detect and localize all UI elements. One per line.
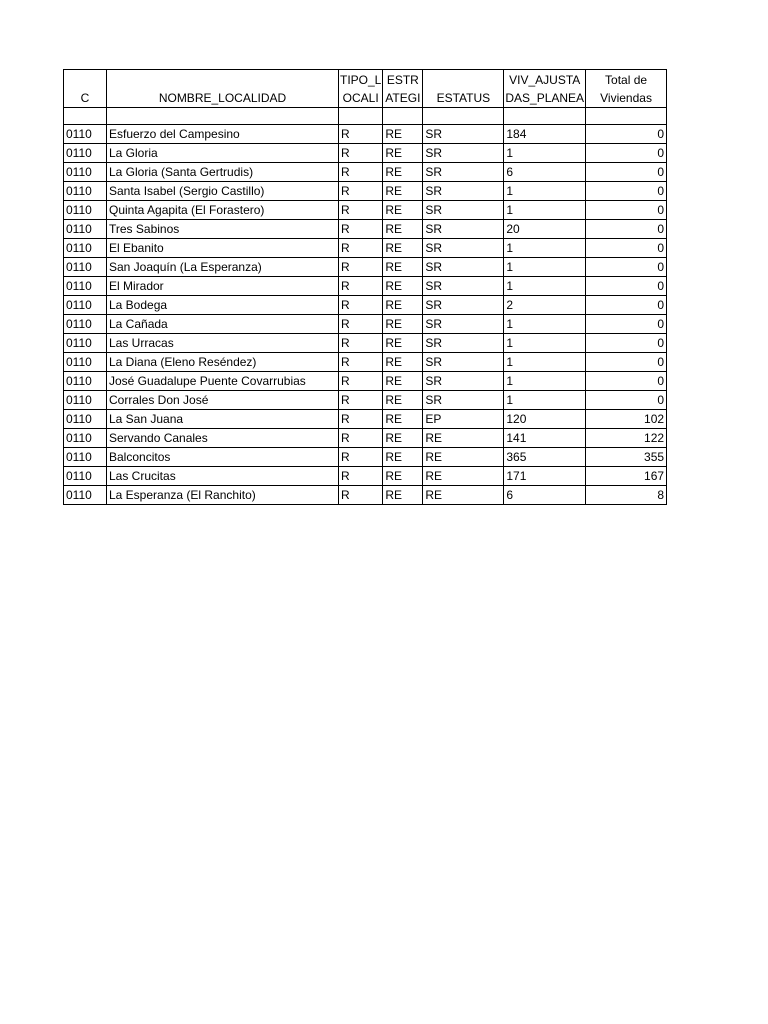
cell-estatus: EP [423, 410, 504, 429]
header-viv-line1: VIV_AJUSTA [509, 73, 581, 87]
header-tipo-line2: OCALI [342, 91, 379, 105]
empty-cell [586, 108, 667, 125]
cell-c: 0110 [64, 334, 107, 353]
table-row [64, 372, 667, 391]
table-row [64, 448, 667, 467]
header-estr-line2: ATEGI [385, 91, 421, 105]
cell-nombre-localidad: El Ebanito [107, 239, 339, 258]
cell-estatus: SR [423, 334, 504, 353]
cell-total-viviendas: 102 [586, 410, 667, 429]
cell-tipo-localidad: R [339, 182, 383, 201]
table-row [64, 429, 667, 448]
cell-tipo-localidad: R [339, 125, 383, 144]
header-row [64, 70, 667, 108]
cell-viv-ajustadas: 1 [504, 144, 586, 163]
cell-nombre-localidad: La Gloria [107, 144, 339, 163]
cell-viv-ajustadas: 1 [504, 391, 586, 410]
cell-viv-ajustadas: 1 [504, 239, 586, 258]
empty-row [64, 108, 667, 125]
cell-nombre-localidad: Las Urracas [107, 334, 339, 353]
cell-viv-ajustadas: 171 [504, 467, 586, 486]
cell-nombre-localidad: Tres Sabinos [107, 220, 339, 239]
table-row [64, 258, 667, 277]
cell-total-viviendas: 0 [586, 334, 667, 353]
cell-c: 0110 [64, 296, 107, 315]
localidades-table [63, 69, 667, 505]
table-row [64, 315, 667, 334]
cell-tipo-localidad: R [339, 296, 383, 315]
cell-estatus: SR [423, 353, 504, 372]
cell-estrategia: RE [383, 182, 423, 201]
table-row [64, 334, 667, 353]
cell-estrategia: RE [383, 125, 423, 144]
cell-nombre-localidad: San Joaquín (La Esperanza) [107, 258, 339, 277]
cell-estatus: SR [423, 125, 504, 144]
cell-nombre-localidad: Santa Isabel (Sergio Castillo) [107, 182, 339, 201]
cell-tipo-localidad: R [339, 277, 383, 296]
cell-total-viviendas: 8 [586, 486, 667, 505]
cell-estatus: SR [423, 372, 504, 391]
cell-viv-ajustadas: 1 [504, 182, 586, 201]
cell-viv-ajustadas: 1 [504, 315, 586, 334]
cell-c: 0110 [64, 372, 107, 391]
cell-total-viviendas: 0 [586, 258, 667, 277]
table-row [64, 144, 667, 163]
cell-viv-ajustadas: 120 [504, 410, 586, 429]
cell-viv-ajustadas: 1 [504, 277, 586, 296]
header-total-line1: Total de [605, 73, 648, 87]
cell-nombre-localidad: La Bodega [107, 296, 339, 315]
table-row [64, 410, 667, 429]
cell-nombre-localidad: Esfuerzo del Campesino [107, 125, 339, 144]
cell-tipo-localidad: R [339, 467, 383, 486]
cell-nombre-localidad: Las Crucitas [107, 467, 339, 486]
header-estatus: ESTATUS [423, 70, 504, 108]
cell-tipo-localidad: R [339, 239, 383, 258]
cell-viv-ajustadas: 1 [504, 201, 586, 220]
cell-c: 0110 [64, 353, 107, 372]
cell-total-viviendas: 0 [586, 163, 667, 182]
cell-estatus: SR [423, 391, 504, 410]
cell-estatus: RE [423, 467, 504, 486]
cell-nombre-localidad: Quinta Agapita (El Forastero) [107, 201, 339, 220]
cell-estrategia: RE [383, 410, 423, 429]
cell-c: 0110 [64, 182, 107, 201]
cell-nombre-localidad: Servando Canales [107, 429, 339, 448]
cell-total-viviendas: 0 [586, 296, 667, 315]
cell-viv-ajustadas: 184 [504, 125, 586, 144]
cell-estrategia: RE [383, 353, 423, 372]
table-row [64, 391, 667, 410]
table-row [64, 277, 667, 296]
cell-estatus: SR [423, 258, 504, 277]
header-estr-line1: ESTR [386, 73, 419, 87]
empty-cell [423, 108, 504, 125]
cell-estrategia: RE [383, 391, 423, 410]
cell-tipo-localidad: R [339, 372, 383, 391]
cell-total-viviendas: 0 [586, 239, 667, 258]
cell-c: 0110 [64, 410, 107, 429]
cell-viv-ajustadas: 6 [504, 486, 586, 505]
cell-tipo-localidad: R [339, 163, 383, 182]
cell-total-viviendas: 122 [586, 429, 667, 448]
header-c: C [64, 70, 107, 108]
cell-tipo-localidad: R [339, 315, 383, 334]
cell-c: 0110 [64, 125, 107, 144]
table-body [64, 108, 667, 505]
cell-estrategia: RE [383, 429, 423, 448]
cell-c: 0110 [64, 391, 107, 410]
cell-nombre-localidad: José Guadalupe Puente Covarrubias [107, 372, 339, 391]
cell-estrategia: RE [383, 201, 423, 220]
cell-viv-ajustadas: 20 [504, 220, 586, 239]
table-row [64, 201, 667, 220]
table-row [64, 220, 667, 239]
cell-estatus: SR [423, 144, 504, 163]
header-total-viviendas [586, 70, 667, 108]
cell-viv-ajustadas: 1 [504, 258, 586, 277]
header-estrategia [383, 70, 423, 108]
cell-c: 0110 [64, 277, 107, 296]
cell-estatus: RE [423, 448, 504, 467]
cell-nombre-localidad: La Esperanza (El Ranchito) [107, 486, 339, 505]
cell-viv-ajustadas: 1 [504, 353, 586, 372]
cell-total-viviendas: 0 [586, 391, 667, 410]
cell-total-viviendas: 0 [586, 125, 667, 144]
cell-tipo-localidad: R [339, 486, 383, 505]
cell-nombre-localidad: La San Juana [107, 410, 339, 429]
cell-tipo-localidad: R [339, 391, 383, 410]
cell-estrategia: RE [383, 144, 423, 163]
cell-total-viviendas: 0 [586, 201, 667, 220]
cell-tipo-localidad: R [339, 353, 383, 372]
header-viv-ajustadas [504, 70, 586, 108]
cell-estrategia: RE [383, 486, 423, 505]
cell-estatus: SR [423, 296, 504, 315]
table-row [64, 353, 667, 372]
cell-nombre-localidad: Balconcitos [107, 448, 339, 467]
table-row [64, 239, 667, 258]
cell-estatus: SR [423, 182, 504, 201]
table-row [64, 486, 667, 505]
table-row [64, 182, 667, 201]
cell-tipo-localidad: R [339, 429, 383, 448]
cell-estatus: RE [423, 429, 504, 448]
table-row [64, 467, 667, 486]
cell-nombre-localidad: La Diana (Eleno Reséndez) [107, 353, 339, 372]
cell-estatus: SR [423, 277, 504, 296]
cell-estatus: RE [423, 486, 504, 505]
cell-nombre-localidad: La Cañada [107, 315, 339, 334]
cell-tipo-localidad: R [339, 448, 383, 467]
cell-viv-ajustadas: 141 [504, 429, 586, 448]
cell-c: 0110 [64, 220, 107, 239]
cell-total-viviendas: 0 [586, 372, 667, 391]
header-total-line2: Viviendas [600, 91, 652, 105]
cell-viv-ajustadas: 2 [504, 296, 586, 315]
header-tipo-line1: TIPO_L [340, 73, 382, 87]
cell-tipo-localidad: R [339, 258, 383, 277]
header-tipo-localidad [339, 70, 383, 108]
cell-tipo-localidad: R [339, 334, 383, 353]
cell-estatus: SR [423, 315, 504, 334]
cell-total-viviendas: 0 [586, 315, 667, 334]
cell-estatus: SR [423, 220, 504, 239]
cell-estrategia: RE [383, 277, 423, 296]
table-row [64, 296, 667, 315]
cell-tipo-localidad: R [339, 144, 383, 163]
empty-cell [107, 108, 339, 125]
cell-c: 0110 [64, 239, 107, 258]
cell-tipo-localidad: R [339, 220, 383, 239]
cell-estrategia: RE [383, 372, 423, 391]
cell-estatus: SR [423, 201, 504, 220]
table-row [64, 125, 667, 144]
cell-c: 0110 [64, 201, 107, 220]
cell-viv-ajustadas: 1 [504, 372, 586, 391]
cell-nombre-localidad: El Mirador [107, 277, 339, 296]
cell-estrategia: RE [383, 296, 423, 315]
empty-cell [504, 108, 586, 125]
cell-estrategia: RE [383, 258, 423, 277]
cell-c: 0110 [64, 315, 107, 334]
header-viv-line2: DAS_PLANEA [505, 91, 585, 105]
cell-total-viviendas: 0 [586, 144, 667, 163]
cell-total-viviendas: 0 [586, 353, 667, 372]
cell-tipo-localidad: R [339, 410, 383, 429]
empty-cell [64, 108, 107, 125]
cell-estrategia: RE [383, 163, 423, 182]
cell-estrategia: RE [383, 315, 423, 334]
cell-total-viviendas: 355 [586, 448, 667, 467]
cell-c: 0110 [64, 144, 107, 163]
cell-c: 0110 [64, 467, 107, 486]
empty-cell [383, 108, 423, 125]
cell-estatus: SR [423, 239, 504, 258]
cell-c: 0110 [64, 258, 107, 277]
cell-total-viviendas: 167 [586, 467, 667, 486]
empty-cell [339, 108, 383, 125]
cell-total-viviendas: 0 [586, 182, 667, 201]
cell-estrategia: RE [383, 448, 423, 467]
cell-c: 0110 [64, 163, 107, 182]
cell-estrategia: RE [383, 334, 423, 353]
cell-total-viviendas: 0 [586, 277, 667, 296]
cell-nombre-localidad: La Gloria (Santa Gertrudis) [107, 163, 339, 182]
cell-estrategia: RE [383, 220, 423, 239]
cell-c: 0110 [64, 429, 107, 448]
cell-viv-ajustadas: 6 [504, 163, 586, 182]
cell-estatus: SR [423, 163, 504, 182]
cell-viv-ajustadas: 1 [504, 334, 586, 353]
cell-viv-ajustadas: 365 [504, 448, 586, 467]
cell-nombre-localidad: Corrales Don José [107, 391, 339, 410]
cell-total-viviendas: 0 [586, 220, 667, 239]
cell-c: 0110 [64, 486, 107, 505]
cell-tipo-localidad: R [339, 201, 383, 220]
cell-estrategia: RE [383, 467, 423, 486]
header-nombre-localidad: NOMBRE_LOCALIDAD [107, 70, 339, 108]
cell-estrategia: RE [383, 239, 423, 258]
cell-c: 0110 [64, 448, 107, 467]
table-row [64, 163, 667, 182]
